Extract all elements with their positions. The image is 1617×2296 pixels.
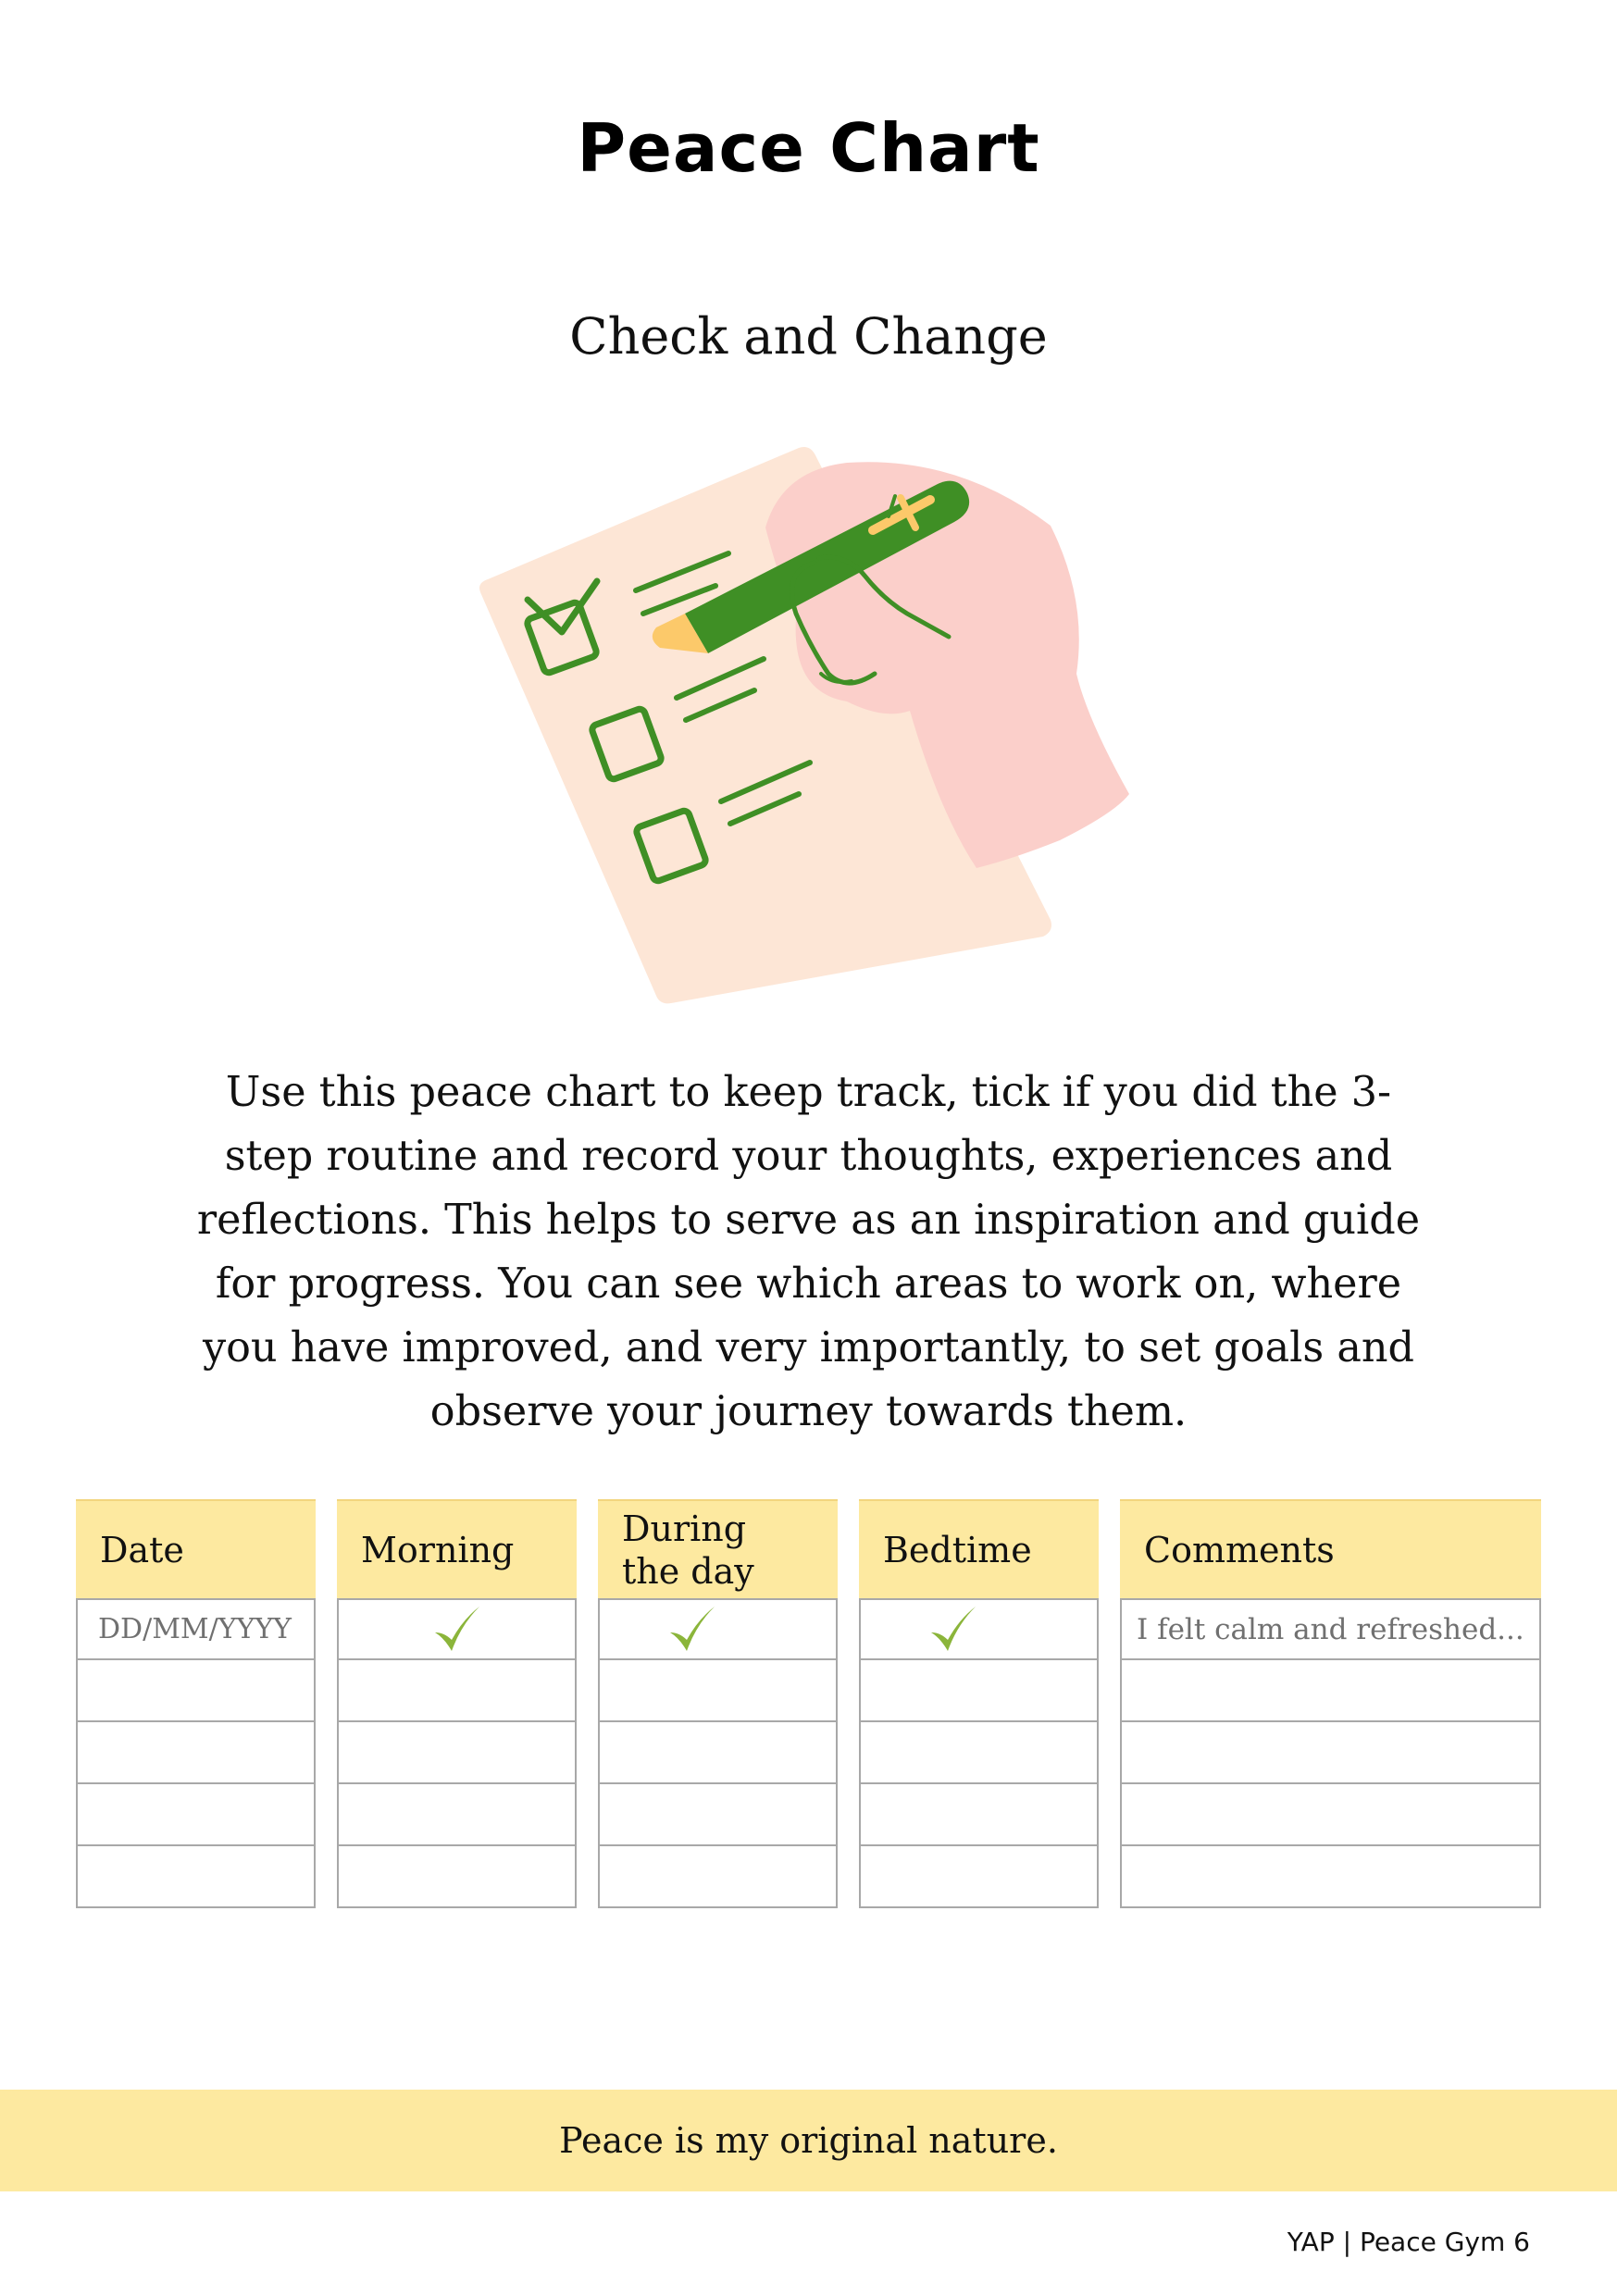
comments-cell[interactable]	[1120, 1598, 1541, 1660]
morning-column	[337, 1499, 577, 1920]
date-placeholder: DD/MM/YYYY	[98, 1613, 292, 1645]
peace-chart-table	[76, 1499, 1541, 1920]
date-cell[interactable]	[76, 1722, 316, 1784]
checkmark-icon	[431, 1603, 483, 1657]
intro-paragraph: Use this peace chart to keep track, tick if you did the 3-step routine and record your thoughts, experiences and reflections. This helps to serve as an inspiration and guide for progress. You can see which areas to work on, where you have improved, and very importantly, to set goals and observe your journey towards them.	[196, 1069, 1421, 1435]
column-header-date: Date	[76, 1499, 316, 1598]
bedtime-cell[interactable]	[859, 1784, 1099, 1846]
comment-placeholder: I felt calm and refreshed...	[1137, 1612, 1524, 1646]
column-header-bedtime: Bedtime	[859, 1499, 1099, 1598]
checklist-with-pen-icon	[477, 442, 1143, 1016]
bedtime-cell[interactable]	[859, 1846, 1099, 1908]
column-header-comments: Comments	[1120, 1499, 1541, 1598]
during-the-day-cell[interactable]	[598, 1660, 838, 1722]
column-header-during-the-day: During the day	[598, 1499, 838, 1598]
comments-column	[1120, 1499, 1541, 1920]
bedtime-cell[interactable]	[859, 1722, 1099, 1784]
date-column	[76, 1499, 316, 1920]
footer-banner	[0, 2090, 1617, 2191]
during-the-day-cell[interactable]	[598, 1722, 838, 1784]
checkmark-icon	[666, 1603, 718, 1657]
date-cell[interactable]	[76, 1846, 316, 1908]
comments-cell[interactable]	[1120, 1784, 1541, 1846]
comments-cell[interactable]	[1120, 1846, 1541, 1908]
column-header-morning: Morning	[337, 1499, 577, 1598]
comments-cell[interactable]	[1120, 1722, 1541, 1784]
during-the-day-cell[interactable]	[598, 1846, 838, 1908]
bedtime-column	[859, 1499, 1099, 1920]
morning-cell[interactable]	[337, 1846, 577, 1908]
during-the-day-column	[598, 1499, 838, 1920]
morning-cell[interactable]	[337, 1722, 577, 1784]
footer-motto: Peace is my original nature.	[559, 2120, 1058, 2161]
morning-cell[interactable]	[337, 1598, 577, 1660]
page-subtitle: Check and Change	[569, 307, 1048, 366]
bedtime-cell[interactable]	[859, 1660, 1099, 1722]
page-credit: YAP | Peace Gym 6	[1287, 2227, 1530, 2257]
during-the-day-cell[interactable]	[598, 1598, 838, 1660]
date-cell[interactable]	[76, 1660, 316, 1722]
page-title: Peace Chart	[577, 109, 1040, 187]
date-cell[interactable]	[76, 1784, 316, 1846]
bedtime-cell[interactable]	[859, 1598, 1099, 1660]
during-the-day-cell[interactable]	[598, 1784, 838, 1846]
morning-cell[interactable]	[337, 1784, 577, 1846]
checkmark-icon	[927, 1603, 979, 1657]
date-cell[interactable]	[76, 1598, 316, 1660]
morning-cell[interactable]	[337, 1660, 577, 1722]
comments-cell[interactable]	[1120, 1660, 1541, 1722]
